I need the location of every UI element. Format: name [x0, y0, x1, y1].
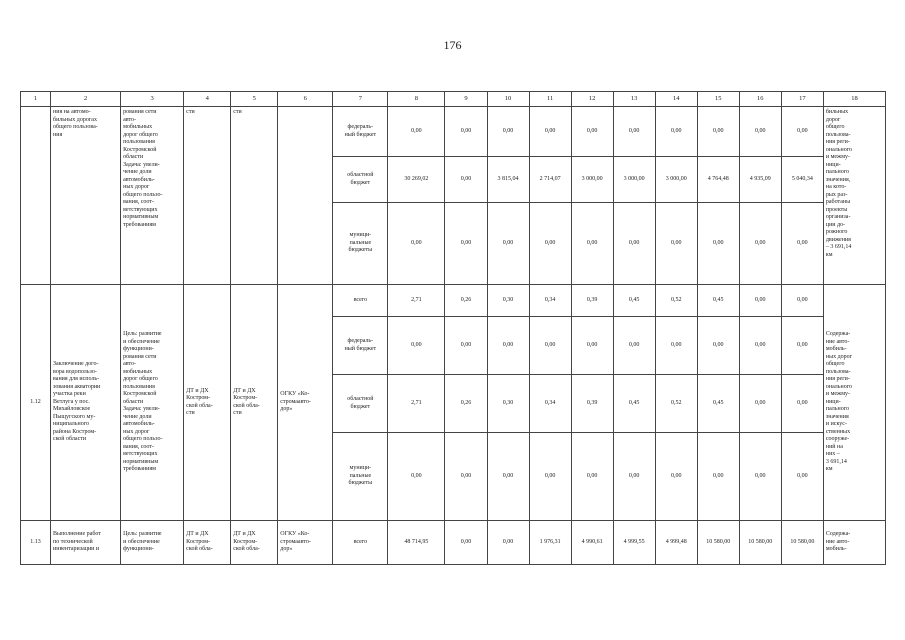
table-row [21, 521, 886, 565]
block2-value: 0,45 [613, 285, 655, 317]
header-col-14: 14 [655, 92, 697, 107]
header-col-9: 9 [445, 92, 487, 107]
block2-code: 1.12 [21, 285, 51, 521]
block2-value: 2,71 [388, 375, 445, 433]
block2-value: 0,00 [388, 433, 445, 521]
block2-value: 0,00 [445, 433, 487, 521]
block2-value: 0,00 [781, 375, 823, 433]
block3-value: 4 999,48 [655, 521, 697, 565]
block3-value: 1 976,31 [529, 521, 571, 565]
block3-code: 1.13 [21, 521, 51, 565]
block2-result: Содержа- ние авто- мобиль- ных дорог общего пользова- ния реги- онального и межму- ници- пального значения и искус- ственных сооруже- ний на них – 3 691,14 км [823, 285, 885, 521]
block2-value: 0,26 [445, 285, 487, 317]
block1-value: 0,00 [613, 107, 655, 157]
header-col-5: 5 [231, 92, 278, 107]
block2-value: 0,00 [739, 317, 781, 375]
block2-value: 0,34 [529, 375, 571, 433]
header-col-13: 13 [613, 92, 655, 107]
block1-value: 30 269,02 [388, 157, 445, 203]
block2-goal: Цель: развитие и обеспечение функциони- рования сети авто- мобильных дорог общего пользования Костромской области Задача: увели- чение доли автомобиль- ных дорог общего пользо- вания, соот- ветствующих нормативным требованиям [121, 285, 184, 521]
block1-coexecutor: сти [231, 107, 278, 285]
block3-name: Выполнение работ по технической инвентаризации и [51, 521, 121, 565]
block1-value: 0,00 [445, 157, 487, 203]
block2-coexecutor: ДТ и ДХ Костром- ской обла- сти [231, 285, 278, 521]
block1-value: 0,00 [571, 203, 613, 285]
block2-value: 0,00 [571, 433, 613, 521]
header-col-15: 15 [697, 92, 739, 107]
block2-name: Заключение дого- вора водопользо- вания для исполь- зования акватории участка реки Ветлуга у пос. Михайловское Пыщугского му- ниципального района Костром- ской области [51, 285, 121, 521]
block1-value: 0,00 [445, 203, 487, 285]
block3-value: 10 580,00 [781, 521, 823, 565]
block2-value: 0,45 [697, 375, 739, 433]
block1-value: 3 000,00 [655, 157, 697, 203]
block1-source: федераль- ный бюджет [333, 107, 388, 157]
header-col-3: 3 [121, 92, 184, 107]
block1-value: 3 815,04 [487, 157, 529, 203]
block2-participant: ОГКУ «Ко- стромаавто- дор» [278, 285, 333, 521]
block2-source: муници- пальные бюджеты [333, 433, 388, 521]
table-row [21, 285, 886, 317]
block1-value: 4 935,09 [739, 157, 781, 203]
block1-value: 0,00 [529, 203, 571, 285]
header-col-7: 7 [333, 92, 388, 107]
block3-value: 4 999,55 [613, 521, 655, 565]
block2-source: федераль- ный бюджет [333, 317, 388, 375]
block2-value: 0,00 [781, 317, 823, 375]
block2-value: 0,00 [781, 285, 823, 317]
block2-value: 0,39 [571, 285, 613, 317]
header-row [21, 92, 886, 107]
header-col-6: 6 [278, 92, 333, 107]
block2-value: 0,45 [697, 285, 739, 317]
block2-value: 0,00 [697, 433, 739, 521]
block1-value: 0,00 [388, 107, 445, 157]
block1-value: 0,00 [697, 203, 739, 285]
block2-value: 0,30 [487, 375, 529, 433]
block3-result: Содержа- ние авто- мобиль- [823, 521, 885, 565]
block2-value: 0,00 [739, 375, 781, 433]
block2-value: 0,00 [655, 317, 697, 375]
block1-value: 2 714,07 [529, 157, 571, 203]
block3-value: 0,00 [487, 521, 529, 565]
block2-value: 0,52 [655, 375, 697, 433]
block1-value: 0,00 [487, 107, 529, 157]
block1-value: 0,00 [739, 107, 781, 157]
block3-value: 10 580,00 [739, 521, 781, 565]
block2-value: 0,39 [571, 375, 613, 433]
block2-source: всего [333, 285, 388, 317]
block1-value: 0,00 [781, 203, 823, 285]
block1-value: 0,00 [655, 107, 697, 157]
block2-value: 0,00 [655, 433, 697, 521]
table-row [21, 107, 886, 157]
block1-value: 0,00 [739, 203, 781, 285]
block1-value: 4 764,48 [697, 157, 739, 203]
header-col-10: 10 [487, 92, 529, 107]
block2-value: 0,00 [613, 433, 655, 521]
block2-executor: ДТ и ДХ Костром- ской обла- сти [184, 285, 231, 521]
block2-source: областной бюджет [333, 375, 388, 433]
block1-code [21, 107, 51, 285]
block1-value: 0,00 [445, 107, 487, 157]
block1-value: 3 000,00 [613, 157, 655, 203]
page-number: 176 [443, 38, 462, 52]
block1-value: 0,00 [571, 107, 613, 157]
budget-table [20, 91, 886, 565]
block1-source: областной бюджет [333, 157, 388, 203]
block2-value: 0,00 [388, 317, 445, 375]
block1-value: 3 000,00 [571, 157, 613, 203]
block1-value: 0,00 [781, 107, 823, 157]
block3-value: 4 990,61 [571, 521, 613, 565]
block1-goal: рования сети авто- мобильных дорог общего пользования Костромской области Задача: увели- чение доли автомобиль- ных дорог общего пользо- вания, соот- ветствующих нормативным требованиям [121, 107, 184, 285]
block2-value: 0,26 [445, 375, 487, 433]
block3-coexecutor: ДТ и ДХ Костром- ской обла- [231, 521, 278, 565]
block1-executor: сти [184, 107, 231, 285]
block2-value: 0,00 [529, 317, 571, 375]
block2-value: 0,00 [571, 317, 613, 375]
block3-value: 10 580,00 [697, 521, 739, 565]
block3-goal: Цель: развитие и обеспечение функциони- [121, 521, 184, 565]
header-col-4: 4 [184, 92, 231, 107]
block2-value: 0,00 [781, 433, 823, 521]
block2-value: 0,00 [739, 433, 781, 521]
block2-value: 0,52 [655, 285, 697, 317]
block1-value: 0,00 [655, 203, 697, 285]
block1-value: 5 040,34 [781, 157, 823, 203]
block2-value: 0,00 [697, 317, 739, 375]
header-col-8: 8 [388, 92, 445, 107]
block3-source: всего [333, 521, 388, 565]
header-col-17: 17 [781, 92, 823, 107]
block1-source: муници- пальные бюджеты [333, 203, 388, 285]
block2-value: 0,00 [529, 433, 571, 521]
block2-value: 0,00 [487, 433, 529, 521]
header-col-18: 18 [823, 92, 885, 107]
header-col-16: 16 [739, 92, 781, 107]
block1-value: 0,00 [529, 107, 571, 157]
block2-value: 0,34 [529, 285, 571, 317]
block2-value: 0,45 [613, 375, 655, 433]
header-col-12: 12 [571, 92, 613, 107]
block1-result: бильных дорог общего пользова- ния реги- онального и межму- ници- пального значения, на кото- рых раз- работаны проекты организа- ции до- рожного движения – 3 691,14 км [823, 107, 885, 285]
block1-value: 0,00 [613, 203, 655, 285]
block1-value: 0,00 [388, 203, 445, 285]
block1-name: ния на автомо- бильных дорогах общего пользова- ния [51, 107, 121, 285]
header-col-2: 2 [51, 92, 121, 107]
block1-value: 0,00 [697, 107, 739, 157]
block1-value: 0,00 [487, 203, 529, 285]
block2-value: 0,00 [445, 317, 487, 375]
block2-value: 0,00 [613, 317, 655, 375]
block3-participant: ОГКУ «Ко- стромаавто- дор» [278, 521, 333, 565]
block3-value: 48 714,95 [388, 521, 445, 565]
block2-value: 0,00 [487, 317, 529, 375]
block3-executor: ДТ и ДХ Костром- ской обла- [184, 521, 231, 565]
block2-value: 0,30 [487, 285, 529, 317]
block1-participant [278, 107, 333, 285]
block2-value: 0,00 [739, 285, 781, 317]
header-col-1: 1 [21, 92, 51, 107]
block3-value: 0,00 [445, 521, 487, 565]
header-col-11: 11 [529, 92, 571, 107]
block2-value: 2,71 [388, 285, 445, 317]
